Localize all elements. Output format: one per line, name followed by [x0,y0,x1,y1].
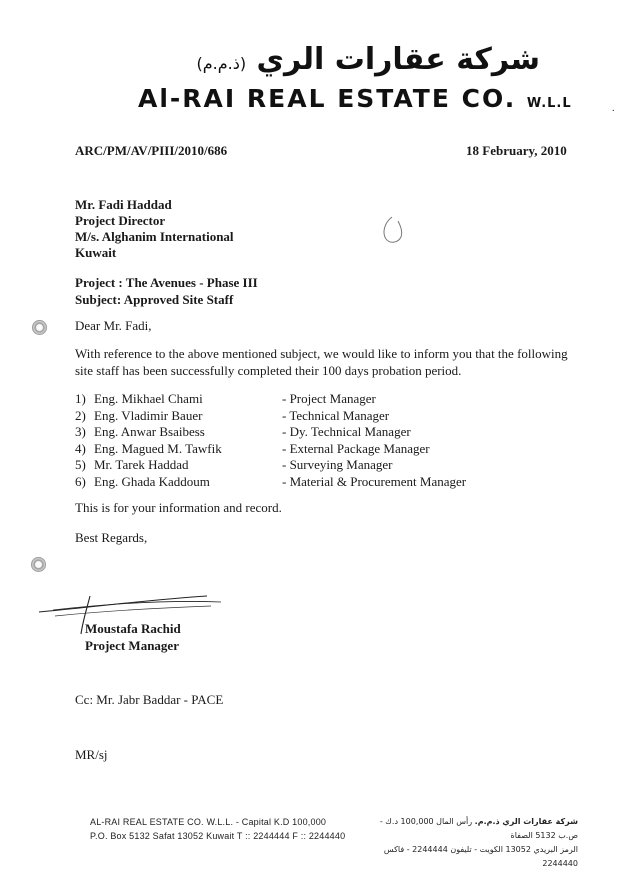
staff-name: Eng. Mikhael Chami [94,391,203,406]
item-number: 1) [75,391,86,406]
staff-role: - External Package Manager [282,440,430,456]
punch-hole-top [32,320,47,335]
letterhead-company-name [138,84,572,113]
footer-arabic-company: شركة عقارات الري ذ.م.م. [474,817,578,826]
letterhead-arabic-name [150,42,540,77]
closing: Best Regards, [75,530,148,545]
info-line: This is for your information and record. [75,500,282,515]
project-line: Project : The Avenues - Phase III [75,275,258,290]
recipient-name: Mr. Fadi Haddad [75,197,172,212]
signer-block [85,620,181,654]
staff-list [75,391,466,490]
list-item [75,457,466,474]
cc-line: Cc: Mr. Jabr Baddar - PACE [75,692,224,707]
item-number: 6) [75,473,86,489]
letter-date: 18 February, 2010 [466,143,567,158]
item-number: 3) [75,424,86,439]
recipient-title: Project Director [75,213,166,228]
reference-number: ARC/PM/AV/PIII/2010/686 [75,143,228,158]
margin-tick: . [612,103,615,114]
staff-name: Eng. Magued M. Tawfik [94,440,222,456]
item-number: 2) [75,407,86,423]
list-item [75,424,466,441]
arabic-company-suffix: (ذ.م.م) [196,54,247,73]
recipient-company: M/s. Alghanim International [75,229,234,244]
staff-role: - Material & Procurement Manager [282,473,467,489]
staff-role: - Dy. Technical Manager [282,424,411,439]
body-paragraph: With reference to the above mentioned subject, we would like to inform you that the following site staff has been successfully completed their 100 days probation period. [75,346,568,378]
list-item [75,441,466,458]
footer-english [90,815,345,843]
staff-role: - Project Manager [282,391,376,406]
recipient-block [75,197,234,261]
staff-name: Eng. Anwar Bsaibess [94,424,205,439]
footer-arabic-line-2: الرمز البريدي 13052 الكويت - تليفون 2244444 - فاكس 2244440 [383,845,578,868]
arabic-company-name: شركة عقارات الري [256,42,540,77]
staff-name: Mr. Tarek Haddad [94,457,189,472]
footer-arabic-capital: رأس المال 100,000 د.ك - ص.ب 5132 الصفاة [379,817,578,840]
staff-role: - Surveying Manager [282,457,393,472]
pen-mark [380,215,404,245]
list-item [75,391,466,408]
company-suffix: W.L.L [526,96,572,111]
footer-arabic-line-1 [360,815,578,843]
signer-title: Project Manager [85,638,179,653]
signer-name: Moustafa Rachid [85,621,181,636]
punch-hole-bottom [31,557,46,572]
staff-role: - Technical Manager [282,407,390,423]
item-number: 5) [75,457,86,472]
project-subject-block [75,274,258,308]
staff-name: Eng. Vladimir Bauer [94,407,203,423]
company-name: Al-RAI REAL ESTATE CO. [138,84,517,113]
staff-name: Eng. Ghada Kaddoum [94,473,210,489]
recipient-country: Kuwait [75,245,117,260]
footer-line-2: P.O. Box 5132 Safat 13052 Kuwait T :: 2244444 F :: 2244440 [90,831,346,841]
subject-line: Subject: Approved Site Staff [75,292,234,307]
footer-arabic [360,815,578,871]
salutation: Dear Mr. Fadi, [75,318,152,333]
footer-line-1: AL-RAI REAL ESTATE CO. W.L.L. - Capital K.D 100,000 [90,817,327,827]
list-item [75,408,466,425]
list-item [75,474,466,491]
typist-initials: MR/sj [75,747,108,762]
item-number: 4) [75,440,86,456]
